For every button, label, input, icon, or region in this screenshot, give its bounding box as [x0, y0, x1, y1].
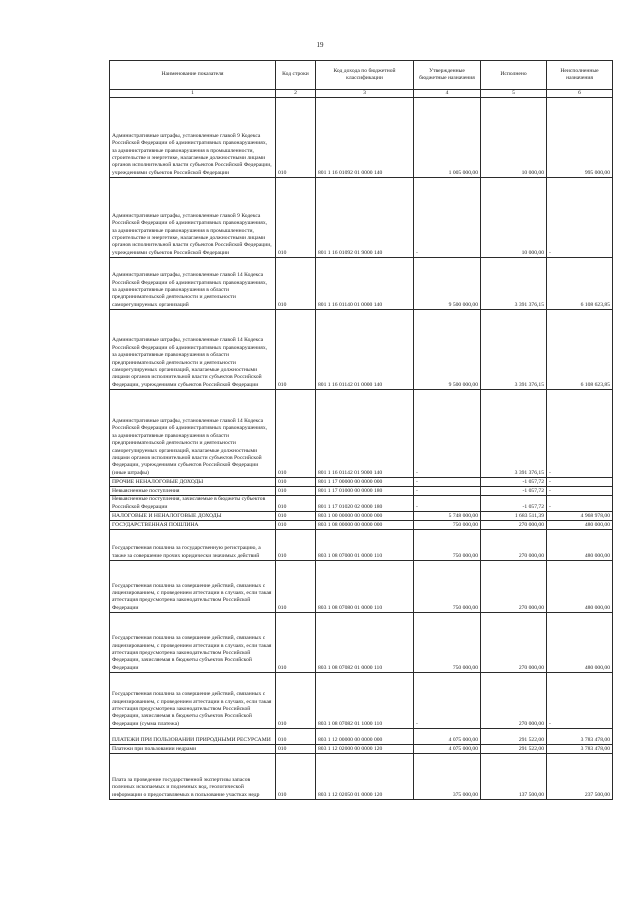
row-name-cell: ПЛАТЕЖИ ПРИ ПОЛЬЗОВАНИИ ПРИРОДНЫМИ РЕСУРСАМИ [110, 729, 276, 745]
row-remaining-cell: 995 000,00 [547, 98, 613, 178]
row-remaining-cell: 6 108 623,85 [547, 258, 613, 310]
row-kbk-cell: 801 1 16 01142 01 9000 140 [316, 390, 414, 478]
row-kbk-cell: 801 1 16 01092 01 0000 140 [316, 98, 414, 178]
row-approved-cell: - [414, 487, 481, 496]
table-row [110, 487, 613, 496]
row-kbk-cell: 803 1 12 02050 01 0000 120 [316, 754, 414, 800]
header-kbk: Код дохода по бюджетной классификации [316, 61, 414, 90]
row-executed-cell: -1 057,72 [481, 478, 547, 487]
row-name-cell: Государственная пошлина за совершение действий, связанных с лицензированием, с проведением аттестации в случаях, если такая аттестация предусмотрена законодательством Российской Федерации [110, 561, 276, 613]
header-name: Наименование показателя [110, 61, 276, 90]
row-remaining-cell: 4 968 978,00 [547, 512, 613, 521]
table-row [110, 745, 613, 754]
table-row [110, 530, 613, 561]
row-executed-cell: 291 522,00 [481, 729, 547, 745]
row-code-cell: 010 [276, 496, 316, 512]
row-executed-cell: 3 391 376,15 [481, 258, 547, 310]
row-name-cell: Административные штрафы, установленные главой 9 Кодекса Российской Федерации об административных правонарушениях, за административные правонарушения в промышленности, строительстве и энергетике, налагаемые должностными лицами органов исполнительной власти субъектов Российской Федерации, учреждениями субъектов Российской Федерации [110, 178, 276, 258]
row-remaining-cell: 480 000,00 [547, 561, 613, 613]
row-code-cell: 010 [276, 478, 316, 487]
row-name-cell: Государственная пошлина за государственную регистрацию, а также за совершение прочих юридически значимых действий [110, 530, 276, 561]
row-kbk-cell: 803 1 08 00000 00 0000 000 [316, 521, 414, 530]
row-kbk-cell: 803 1 08 07082 01 0000 110 [316, 613, 414, 673]
row-executed-cell: 270 000,00 [481, 561, 547, 613]
row-approved-cell: 1 005 000,00 [414, 98, 481, 178]
table-row [110, 178, 613, 258]
row-executed-cell: 291 522,00 [481, 745, 547, 754]
row-code-cell: 010 [276, 673, 316, 729]
row-code-cell: 010 [276, 310, 316, 390]
row-kbk-cell: 803 1 08 07082 01 1000 110 [316, 673, 414, 729]
row-executed-cell: 270 000,00 [481, 673, 547, 729]
table-row [110, 512, 613, 521]
row-executed-cell: 10 000,00 [481, 98, 547, 178]
row-remaining-cell: 480 000,00 [547, 530, 613, 561]
row-approved-cell: 5 748 000,00 [414, 512, 481, 521]
row-name-cell: Государственная пошлина за совершение действий, связанных с лицензированием, с проведением аттестации в случаях, если такая аттестация предусмотрена законодательством Российской Федерации, зачисляемая в бюджеты субъектов Российской Федерации [110, 613, 276, 673]
row-remaining-cell: 6 108 623,85 [547, 310, 613, 390]
column-number: 4 [414, 90, 481, 98]
row-remaining-cell: 480 000,00 [547, 613, 613, 673]
row-kbk-cell: 801 1 16 01092 01 9000 140 [316, 178, 414, 258]
column-number: 1 [110, 90, 276, 98]
row-approved-cell: 750 000,00 [414, 613, 481, 673]
row-name-cell: Административные штрафы, установленные главой 14 Кодекса Российской Федерации об административных правонарушениях, за административные правонарушения в области предпринимательской деятельности и деятельности саморегулируемых организаций [110, 258, 276, 310]
row-name-cell: Административные штрафы, установленные главой 9 Кодекса Российской Федерации об административных правонарушениях, за административные правонарушения в промышленности, строительстве и энергетике, налагаемые должностными лицами органов исполнительной власти субъектов Российской Федерации, учреждениями субъектов Российской Федерации [110, 98, 276, 178]
row-executed-cell: 1 683 511,39 [481, 512, 547, 521]
row-name-cell: Невыясненные поступления [110, 487, 276, 496]
row-kbk-cell: 801 1 17 01000 00 0000 180 [316, 487, 414, 496]
table-header-row [110, 61, 613, 90]
row-code-cell: 010 [276, 530, 316, 561]
row-code-cell: 010 [276, 745, 316, 754]
row-approved-cell: 750 000,00 [414, 530, 481, 561]
header-code: Код строки [276, 61, 316, 90]
table-row [110, 390, 613, 478]
row-remaining-cell: - [547, 673, 613, 729]
table-row [110, 754, 613, 800]
table-row [110, 98, 613, 178]
row-remaining-cell: 3 783 478,00 [547, 729, 613, 745]
row-approved-cell: 750 000,00 [414, 521, 481, 530]
row-kbk-cell: 803 1 00 00000 00 0000 000 [316, 512, 414, 521]
row-executed-cell: 270 000,00 [481, 613, 547, 673]
row-code-cell: 010 [276, 561, 316, 613]
row-code-cell: 010 [276, 512, 316, 521]
column-number-row [110, 90, 613, 98]
row-code-cell: 010 [276, 258, 316, 310]
table-row [110, 521, 613, 530]
table-row [110, 258, 613, 310]
row-remaining-cell: 3 783 478,00 [547, 745, 613, 754]
row-executed-cell: 137 500,00 [481, 754, 547, 800]
row-code-cell: 010 [276, 390, 316, 478]
header-approved: Утвержденные бюджетные назначения [414, 61, 481, 90]
row-approved-cell: 9 500 000,00 [414, 258, 481, 310]
row-approved-cell: 375 000,00 [414, 754, 481, 800]
row-remaining-cell: - [547, 390, 613, 478]
revenue-execution-table [109, 60, 613, 800]
table-row [110, 496, 613, 512]
column-number: 5 [481, 90, 547, 98]
row-name-cell: НАЛОГОВЫЕ И НЕНАЛОГОВЫЕ ДОХОДЫ [110, 512, 276, 521]
row-name-cell: Плата за проведение государственной экспертизы запасов полезных ископаемых и подземных вод, геологической информации о предоставляемых в пользование участках недр [110, 754, 276, 800]
row-approved-cell: 4 075 000,00 [414, 745, 481, 754]
row-kbk-cell: 803 1 12 02000 00 0000 120 [316, 745, 414, 754]
row-name-cell: Административные штрафы, установленные главой 14 Кодекса Российской Федерации об административных правонарушениях, за административные правонарушения в области предпринимательской деятельности и деятельности саморегулируемых организаций, налагаемые должностными лицами органов исполнительной власти субъектов Российской Федерации, учреждениями субъектов Российской Федерации (иные штрафы) [110, 390, 276, 478]
row-executed-cell: 270 000,00 [481, 530, 547, 561]
table-body [110, 98, 613, 800]
row-remaining-cell: - [547, 478, 613, 487]
row-approved-cell: - [414, 673, 481, 729]
header-executed: Исполнено [481, 61, 547, 90]
row-code-cell: 010 [276, 487, 316, 496]
row-code-cell: 010 [276, 521, 316, 530]
column-number: 6 [547, 90, 613, 98]
column-number: 2 [276, 90, 316, 98]
column-number: 3 [316, 90, 414, 98]
row-approved-cell: 9 500 000,00 [414, 310, 481, 390]
row-approved-cell: - [414, 178, 481, 258]
row-approved-cell: - [414, 390, 481, 478]
row-name-cell: Невыясненные поступления, зачисляемые в бюджеты субъектов Российской Федерации [110, 496, 276, 512]
table-row [110, 673, 613, 729]
row-code-cell: 010 [276, 729, 316, 745]
page-number: 19 [316, 41, 324, 49]
row-kbk-cell: 801 1 17 00000 00 0000 000 [316, 478, 414, 487]
row-kbk-cell: 803 1 08 07000 01 0000 110 [316, 530, 414, 561]
table-row [110, 561, 613, 613]
row-kbk-cell: 801 1 16 01140 01 0000 140 [316, 258, 414, 310]
row-code-cell: 010 [276, 178, 316, 258]
table-row [110, 478, 613, 487]
row-approved-cell: 750 000,00 [414, 561, 481, 613]
row-name-cell: Административные штрафы, установленные главой 14 Кодекса Российской Федерации об административных правонарушениях, за административные правонарушения в области предпринимательской деятельности и деятельности саморегулируемых организаций, налагаемые должностными лицами органов исполнительной власти субъектов Российской Федерации, учреждениями субъектов Российской Федерации [110, 310, 276, 390]
row-remaining-cell: - [547, 487, 613, 496]
row-kbk-cell: 803 1 08 07080 01 0000 110 [316, 561, 414, 613]
row-name-cell: ПРОЧИЕ НЕНАЛОГОВЫЕ ДОХОДЫ [110, 478, 276, 487]
row-executed-cell: -1 057,72 [481, 487, 547, 496]
row-executed-cell: 3 391 376,15 [481, 390, 547, 478]
row-kbk-cell: 801 1 16 01142 01 0000 140 [316, 310, 414, 390]
row-executed-cell: 10 000,00 [481, 178, 547, 258]
row-kbk-cell: 801 1 17 01020 02 0000 180 [316, 496, 414, 512]
table-row [110, 310, 613, 390]
row-kbk-cell: 803 1 12 00000 00 0000 000 [316, 729, 414, 745]
row-name-cell: Платежи при пользовании недрами [110, 745, 276, 754]
row-name-cell: ГОСУДАРСТВЕННАЯ ПОШЛИНА [110, 521, 276, 530]
table-row [110, 729, 613, 745]
row-code-cell: 010 [276, 613, 316, 673]
row-code-cell: 010 [276, 98, 316, 178]
row-approved-cell: - [414, 496, 481, 512]
row-remaining-cell: - [547, 178, 613, 258]
row-remaining-cell: 480 000,00 [547, 521, 613, 530]
table-row [110, 613, 613, 673]
row-approved-cell: 4 075 000,00 [414, 729, 481, 745]
row-approved-cell: - [414, 478, 481, 487]
row-executed-cell: 270 000,00 [481, 521, 547, 530]
row-executed-cell: -1 057,72 [481, 496, 547, 512]
row-executed-cell: 3 391 376,15 [481, 310, 547, 390]
row-code-cell: 010 [276, 754, 316, 800]
header-remaining: Неисполненные назначения [547, 61, 613, 90]
row-remaining-cell: - [547, 496, 613, 512]
row-remaining-cell: 237 500,00 [547, 754, 613, 800]
row-name-cell: Государственная пошлина за совершение действий, связанных с лицензированием, с проведением аттестации в случаях, если такая аттестация предусмотрена законодательством Российской Федерации, зачисляемая в бюджеты субъектов Российской Федерации (сумма платежа) [110, 673, 276, 729]
